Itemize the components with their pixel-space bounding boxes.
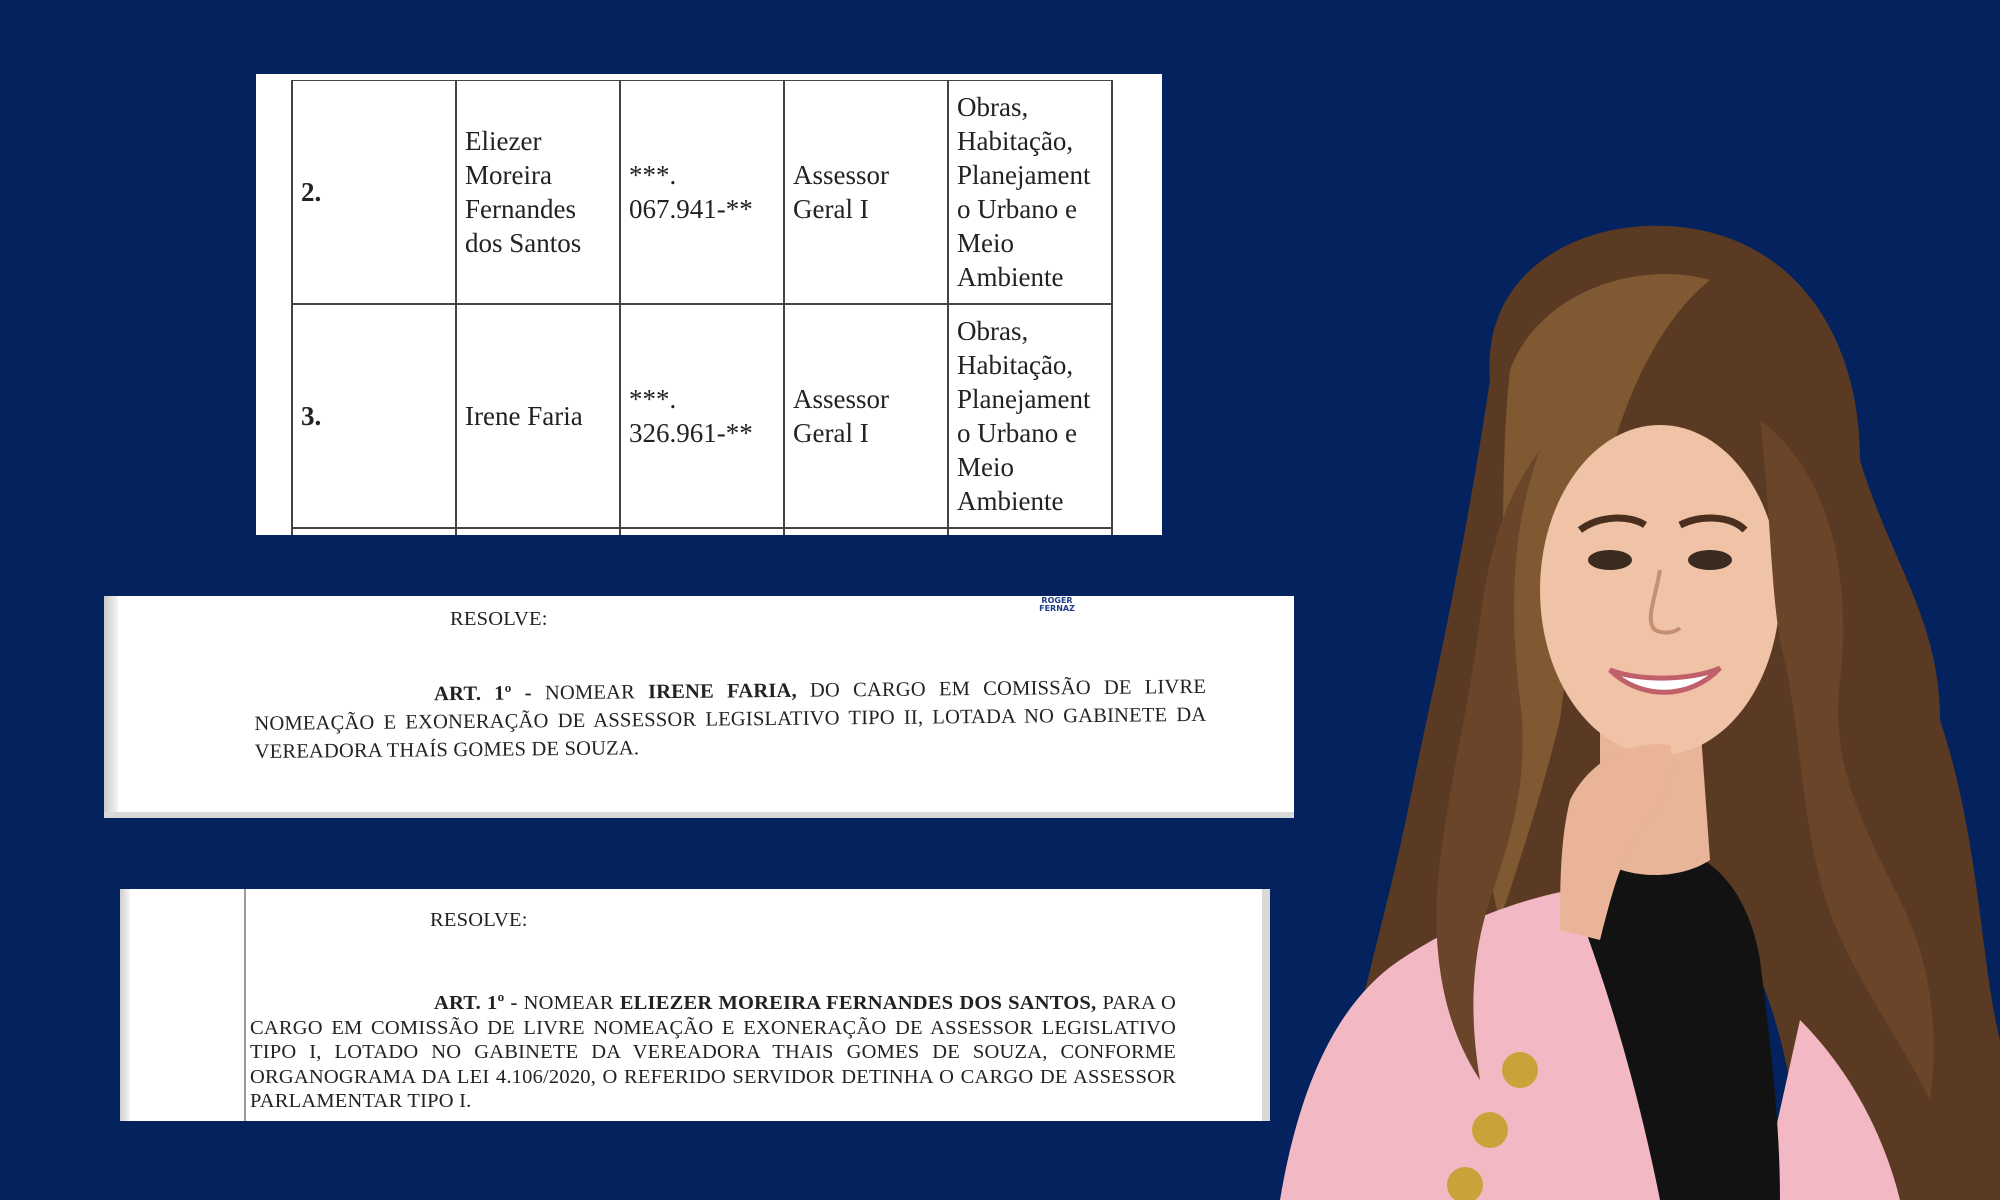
watermark-logo: ROGER FERNAZ	[1039, 596, 1075, 613]
paper-bottom-edge	[104, 812, 1294, 818]
table-row-cut	[292, 528, 1112, 535]
article-1-text	[254, 673, 1207, 766]
employee-department: Obras, Habitação, Planejament o Urbano e Meio Ambiente	[948, 304, 1112, 528]
row-number: 3.	[292, 304, 456, 528]
table-top-cut	[256, 74, 1162, 80]
face	[1540, 425, 1780, 755]
jacket-button	[1502, 1052, 1538, 1088]
table-row	[292, 80, 1112, 304]
resolution-card-eliezer	[120, 889, 1270, 1121]
article-body: DO CARGO EM COMISSÃO DE LIVRE NOMEAÇÃO E EXONERAÇÃO DE ASSESSOR LEGISLATIVO TIPO II, LOTADA NO GABINETE DA VEREADORA THAÍS GOMES DE SOUZA.	[254, 675, 1207, 763]
staff-table	[291, 79, 1113, 535]
article-label: ART. 1º -	[434, 992, 518, 1014]
employee-department: Obras, Habitação, Planejament o Urbano e Meio Ambiente	[948, 80, 1112, 304]
employee-cpf: ***. 067.941-**	[620, 80, 784, 304]
left-eye	[1588, 550, 1632, 570]
article-verb: NOMEAR	[523, 992, 614, 1014]
article-body: PARA O CARGO EM COMISSÃO DE LIVRE NOMEAÇÃO E EXONERAÇÃO DE ASSESSOR LEGISLATIVO TIPO I, LOTADO NO GABINETE DA VEREADORA THAIS GOMES DE SOUZA, CONFORME ORGANOGRAMA DA LEI 4.106/2020, O REFERIDO SERVIDOR DETINHA O CARGO DE ASSESSOR PARLAMENTAR TIPO I.	[250, 992, 1177, 1112]
staff-table-excerpt	[256, 74, 1162, 535]
paper-shadow-edge	[104, 596, 118, 818]
appointee-name: ELIEZER MOREIRA FERNANDES DOS SANTOS,	[619, 992, 1097, 1014]
appointee-name: IRENE FARIA,	[647, 679, 797, 704]
employee-role: Assessor Geral I	[784, 304, 948, 528]
table-row	[292, 304, 1112, 528]
jacket-button	[1472, 1112, 1508, 1148]
employee-role: Assessor Geral I	[784, 80, 948, 304]
row-number: 2.	[292, 80, 456, 304]
employee-name: Irene Faria	[456, 304, 620, 528]
article-verb: NOMEAR	[544, 681, 636, 705]
employee-cpf: ***. 326.961-**	[620, 304, 784, 528]
right-eye	[1688, 550, 1732, 570]
employee-name: Eliezer Moreira Fernandes dos Santos	[456, 80, 620, 304]
portrait-photo	[1240, 200, 2000, 1200]
article-1-text	[250, 991, 1176, 1114]
article-label: ART. 1º -	[434, 682, 532, 706]
paper-margin-line	[244, 889, 246, 1121]
resolve-heading: RESOLVE:	[450, 608, 548, 630]
paper-shadow-edge	[120, 889, 130, 1121]
resolution-card-irene	[104, 596, 1294, 818]
resolve-heading: RESOLVE:	[430, 909, 528, 931]
